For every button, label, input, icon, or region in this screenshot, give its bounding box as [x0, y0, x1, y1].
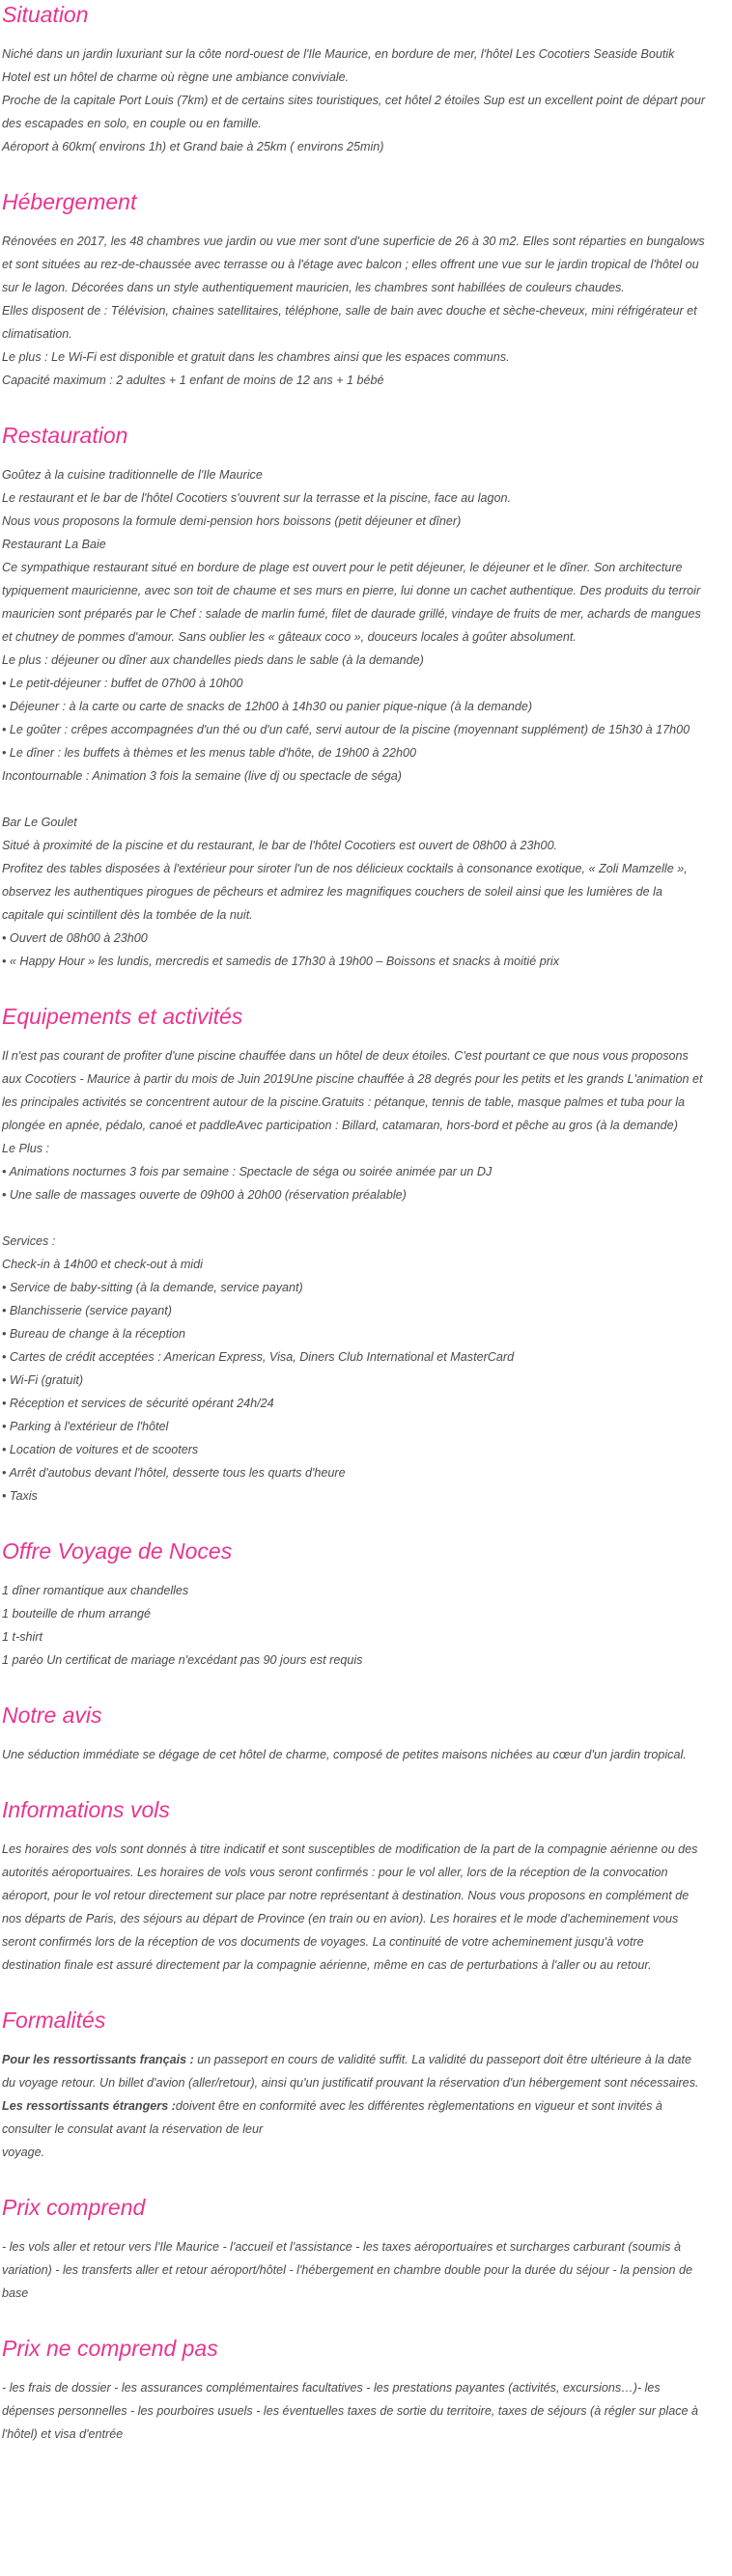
section-prix-comprend: [2, 2193, 706, 2305]
bullet-item: • Bureau de change à la réception: [2, 1327, 185, 1341]
section-content: [2, 1044, 706, 1508]
paragraph: Nous vous proposons la formule demi-pension hors boissons (petit déjeuner et dîner): [2, 514, 462, 528]
section-heading: Offre Voyage de Noces: [2, 1538, 233, 1564]
paragraph: Situé à proximité de la piscine et du restaurant, le bar de l'hôtel Cocotiers est ouvert de 08h00 à 23h00.: [2, 839, 558, 852]
paragraph-with-label: Les ressortissants étrangers :doivent être en conformité avec les différentes règlementations en vigueur et sont invités à consulter le consulat avant la réservation de leur: [2, 2099, 662, 2136]
paragraph: Le plus : déjeuner ou dîner aux chandelles pieds dans le sable (à la demande): [2, 653, 424, 667]
paragraph: - les frais de dossier - les assurances complémentaires facultatives - les prestations payantes (activités, excursions…)- les dépenses personnelles - les pourboires usuels - les éventuelles taxes de sortie du territoire, taxes de séjours (à régler sur place à l'hôtel) et visa d'entrée: [2, 2381, 699, 2441]
section-prix-ne-comprend-pas: [2, 2334, 706, 2446]
section-content: [2, 2235, 706, 2305]
blank-line: [2, 1206, 706, 1230]
paragraph: Le plus : Le Wi-Fi est disponible et gratuit dans les chambres ainsi que les espaces communs.: [2, 350, 510, 364]
section-heading: Equipements et activités: [2, 1004, 243, 1029]
section-heading: Notre avis: [2, 1703, 102, 1728]
section-heading: Situation: [2, 2, 89, 27]
bold-label: Pour les ressortissants français :: [2, 2053, 194, 2066]
paragraph: Bar Le Goulet: [2, 816, 77, 829]
bullet-item: • Service de baby-sitting (à la demande, service payant): [2, 1281, 303, 1294]
paragraph: Incontournable : Animation 3 fois la semaine (live dj ou spectacle de séga): [2, 769, 402, 783]
bullet-item: • « Happy Hour » les lundis, mercredis et samedis de 17h30 à 19h00 – Boissons et snacks à moitié prix: [2, 955, 560, 968]
section-offre-voyage-de-noces: [2, 1537, 706, 1672]
section-heading: Restauration: [2, 423, 128, 448]
paragraph: Une séduction immédiate se dégage de cet hôtel de charme, composé de petites maisons nichées au cœur d'un jardin tropical.: [2, 1748, 687, 1761]
paragraph: Check-in à 14h00 et check-out à midi: [2, 1258, 203, 1271]
paragraph: Il n'est pas courant de profiter d'une piscine chauffée dans un hôtel de deux étoiles. C'est pourtant ce que nous vous proposons aux Cocotiers - Maurice à partir du mois de Juin 2019Une piscine chauffée à 28 degrés pour les petits et les grands L'animation et les principales activités se concentrent autour de la piscine.Gratuits : pétanque, tennis de table, masque palmes et tuba pour la plongée en apnée, pédalo, canoé et paddleAvec participation : Billard, catamaran, hors-bord et pêche au gros (à la demande): [2, 1049, 703, 1132]
blank-line: [2, 788, 706, 811]
bold-label: Les ressortissants étrangers :: [2, 2099, 176, 2113]
section-formalites: [2, 2006, 706, 2164]
paragraph: Le Plus :: [2, 1142, 50, 1155]
paragraph: 1 paréo Un certificat de mariage n'excédant pas 90 jours est requis: [2, 1653, 363, 1667]
section-content: [2, 42, 706, 158]
paragraph: voyage.: [2, 2146, 45, 2159]
paragraph: 1 t-shirt: [2, 1630, 42, 1644]
bullet-item: • Une salle de massages ouverte de 09h00 à 20h00 (réservation préalable): [2, 1188, 407, 1202]
section-content: [2, 463, 706, 973]
section-heading: Prix comprend: [2, 2195, 146, 2220]
section-situation: [2, 0, 706, 158]
paragraph: Services :: [2, 1234, 56, 1248]
bullet-item: • Ouvert de 08h00 à 23h00: [2, 931, 148, 945]
bullet-item: • Cartes de crédit acceptées : American Express, Visa, Diners Club International et MasterCard: [2, 1350, 515, 1364]
section-content: [2, 230, 706, 392]
bullet-item: • Déjeuner : à la carte ou carte de snacks de 12h00 à 14h30 ou panier pique-nique (à la demande): [2, 700, 533, 713]
paragraph-with-label: Pour les ressortissants français : un passeport en cours de validité suffit. La validité du passeport doit être ultérieure à la date du voyage retour. Un billet d'avion (aller/retour), ainsi qu'un justificatif prouvant la réservation d'un hébergement sont nécessaires.: [2, 2053, 699, 2090]
paragraph: - les vols aller et retour vers l'Ile Maurice - l'accueil et l'assistance - les taxes aéroportuaires et surcharges carburant (soumis à variation) - les transferts aller et retour aéroport/hôtel - l'hébergement en chambre double pour la durée du séjour - la pension de base: [2, 2240, 693, 2300]
bullet-item: • Réception et services de sécurité opérant 24h/24: [2, 1397, 274, 1410]
paragraph: Les horaires des vols sont donnés à titre indicatif et sont susceptibles de modification de la part de la compagnie aérienne ou des autorités aéroportuaires. Les horaires de vols vous seront confirmés : pour le vol aller, lors de la réception de la convocation aéroport, pour le vol retour directement sur place par notre représentant à destination. Nous vous proposons en complément de nos départs de Paris, des séjours au départ de Province (en train ou en avion). Les horaires et le mode d'acheminement vous seront confirmés lors de la réception de vos documents de voyages. La continuité de votre acheminement jusqu'à votre destination finale est assuré directement par la compagnie aérienne, même en cas de perturbations à l'aller ou au retour.: [2, 1842, 698, 1972]
paragraph: Capacité maximum : 2 adultes + 1 enfant de moins de 12 ans + 1 bébé: [2, 374, 384, 387]
paragraph: Niché dans un jardin luxuriant sur la côte nord-ouest de l'Ile Maurice, en bordure de mer, l'hôtel Les Cocotiers Seaside Boutik Hotel est un hôtel de charme où règne une ambiance conviviale.: [2, 47, 675, 84]
section-content: [2, 1838, 706, 1977]
paragraph: 1 dîner romantique aux chandelles: [2, 1584, 189, 1597]
paragraph: Goûtez à la cuisine traditionnelle de l'Ile Maurice: [2, 468, 263, 482]
section-content: [2, 1579, 706, 1672]
bullet-item: • Parking à l'extérieur de l'hôtel: [2, 1420, 169, 1433]
section-content: [2, 2376, 706, 2446]
paragraph: Restaurant La Baie: [2, 538, 106, 551]
bullet-item: • Le dîner : les buffets à thèmes et les menus table d'hôte, de 19h00 à 22h00: [2, 746, 416, 760]
section-notre-avis: [2, 1701, 706, 1766]
paragraph: Elles disposent de : Télévision, chaines satellitaires, téléphone, salle de bain avec douche et sèche-cheveux, mini réfrigérateur et climatisation.: [2, 304, 697, 341]
section-restauration: [2, 421, 706, 973]
paragraph: Ce sympathique restaurant situé en bordure de plage est ouvert pour le petit déjeuner, le déjeuner et le dîner. Son architecture typiquement mauricienne, avec son toit de chaume et ses murs en pierre, lui donne un cachet authentique. Des produits du terroir mauricien sont préparés par le Chef : salade de marlin fumé, filet de daurade grillé, vindaye de fruits de mer, achards de mangues et chutney de pommes d'amour. Sans oublier les « gâteaux coco », douceurs locales à goûter absolument.: [2, 561, 701, 644]
paragraph: 1 bouteille de rhum arrangé: [2, 1607, 152, 1620]
section-informations-vols: [2, 1795, 706, 1977]
paragraph: Profitez des tables disposées à l'extérieur pour siroter l'un de nos délicieux cocktails à consonance exotique, « Zoli Mamzelle », observez les authentiques pirogues de pêcheurs et admirez les magnifiques couchers de soleil ainsi que les lumières de la capitale qui scintillent dès la tombée de la nuit.: [2, 862, 688, 922]
paragraph: Rénovées en 2017, les 48 chambres vue jardin ou vue mer sont d'une superficie de 26 à 30 m2. Elles sont réparties en bungalows et sont situées au rez-de-chaussée avec terrasse ou à l'étage avec balcon ; elles offrent une vue sur le jardin tropical de l'hôtel ou sur le lagon. Décorées dans un style authentiquement mauricien, les chambres sont habillées de couleurs chaudes.: [2, 235, 705, 294]
paragraph: Proche de la capitale Port Louis (7km) et de certains sites touristiques, cet hôtel 2 étoiles Sup est un excellent point de départ pour des escapades en solo, en couple ou en famille.: [2, 94, 706, 130]
paragraph: Aéroport à 60km( environs 1h) et Grand baie à 25km ( environs 25min): [2, 140, 384, 153]
paragraph: Le restaurant et le bar de l'hôtel Cocotiers s'ouvrent sur la terrasse et la piscine, face au lagon.: [2, 491, 512, 505]
bullet-item: • Taxis: [2, 1489, 38, 1503]
section-content: [2, 1743, 706, 1766]
section-heading: Formalités: [2, 2008, 106, 2033]
section-heading: Informations vols: [2, 1797, 170, 1822]
bullet-item: • Le petit-déjeuner : buffet de 07h00 à 10h00: [2, 677, 243, 690]
section-content: [2, 2048, 706, 2164]
bullet-item: • Arrêt d'autobus devant l'hôtel, desserte tous les quarts d'heure: [2, 1466, 346, 1480]
section-heading: Hébergement: [2, 189, 137, 214]
section-heading: Prix ne comprend pas: [2, 2336, 218, 2361]
section-hebergement: [2, 187, 706, 392]
bullet-item: • Blanchisserie (service payant): [2, 1304, 172, 1317]
bullet-item: • Location de voitures et de scooters: [2, 1443, 199, 1456]
section-equipements-et-activites: [2, 1002, 706, 1508]
bullet-item: • Wi-Fi (gratuit): [2, 1373, 84, 1387]
bullet-item: • Le goûter : crêpes accompagnées d'un thé ou d'un café, servi autour de la piscine (moyennant supplément) de 15h30 à 17h00: [2, 723, 690, 736]
bullet-item: • Animations nocturnes 3 fois par semaine : Spectacle de séga ou soirée animée par un DJ: [2, 1165, 493, 1178]
